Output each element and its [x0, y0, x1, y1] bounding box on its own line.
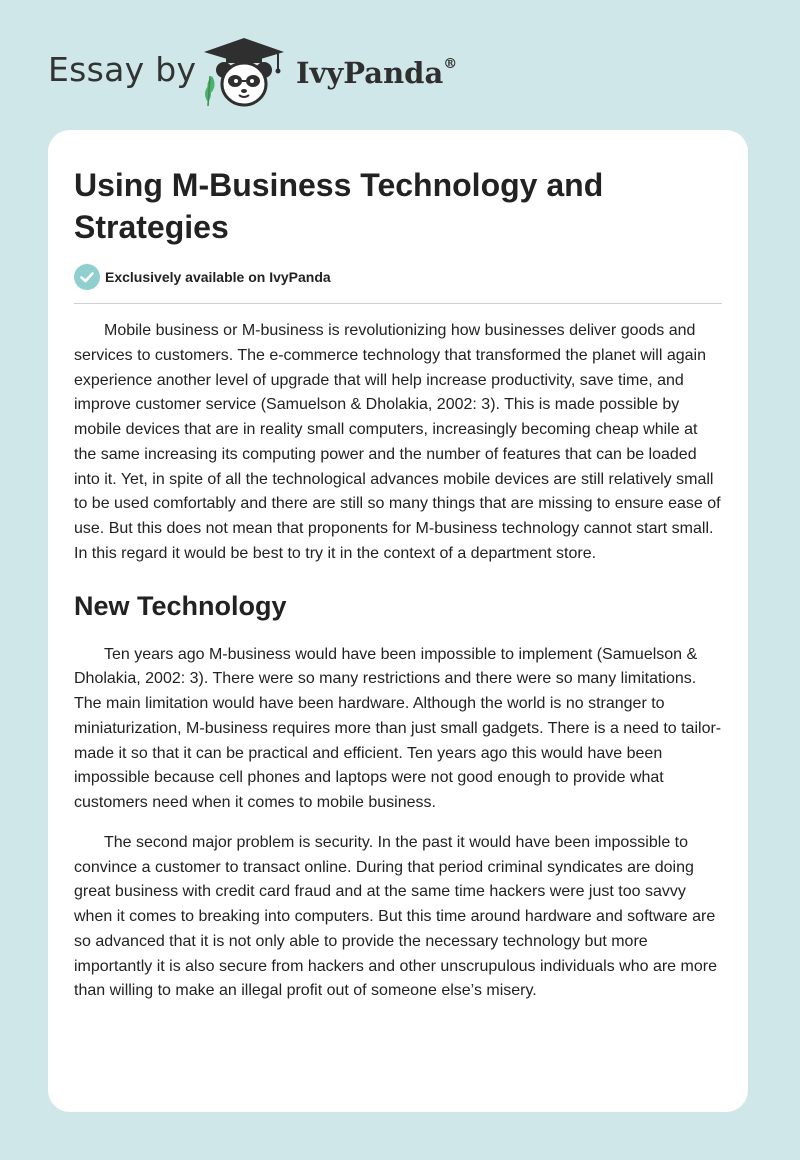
paragraph: Ten years ago M-business would have been impossible to implement (Samuelson & Dholakia, 2002: 3). There were so many restrictions and there were so many limitations. The main limitation would have been hardware. Although the world is no stranger to miniaturization, M-business requires more than just small gadgets. There is a need to tailor-made it so that it can be practical and efficient. Ten years ago this would have been impossible because cell phones and laptops were not good enough to provide what customers need when it comes to mobile business.: [74, 645, 722, 811]
site-header: [0, 0, 800, 128]
essay-by-label: Essay by: [48, 50, 197, 89]
essay-title: Using M-Business Technology and Strategies: [74, 167, 604, 245]
registered-mark: ®: [443, 56, 458, 73]
essay-card: [48, 130, 748, 1112]
exclusive-badge: [74, 264, 331, 290]
paragraph: The second major problem is security. In the past it would have been impossible to convince a customer to transact online. During that period criminal syndicates are doing great business with credit card fraud and at the same time hackers were just too savvy when it comes to breaking into computers. But this time around hardware and software are so advanced that it is not only able to provide the necessary technology but more importantly it is also secure from hackers and other unscrupulous individuals who are more than willing to make an illegal profit out of someone else’s misery.: [74, 833, 717, 1000]
exclusive-badge-label: Exclusively available on IvyPanda: [105, 269, 331, 285]
check-circle-icon: [74, 264, 100, 290]
brand-name[interactable]: IvyPanda®: [296, 56, 458, 90]
paragraph: Mobile business or M-business is revolutionizing how businesses deliver goods and services to customers. The e-commerce technology that transformed the planet will again experience another level of upgrade that will help increase productivity, save time, and improve customer service (Samuelson & Dholakia, 2002: 3). This is made possible by mobile devices that are in reality small computers, increasingly becoming cheap while at the same increasing its computing power and the number of features that can be loaded into it. Yet, in spite of all the technological advances mobile devices are still relatively small to be used comfortably and there are still so many things that are missing to ensure ease of use. But this does not mean that proponents for M-business technology cannot start small. In this regard it would be best to try it in the context of a department store.: [74, 322, 721, 562]
section-heading: New Technology: [74, 590, 287, 621]
title-divider: [74, 303, 722, 304]
essay-body: [74, 319, 724, 1019]
leaf-icon: [205, 76, 215, 106]
panda-graduate-logo-icon: [202, 36, 286, 108]
